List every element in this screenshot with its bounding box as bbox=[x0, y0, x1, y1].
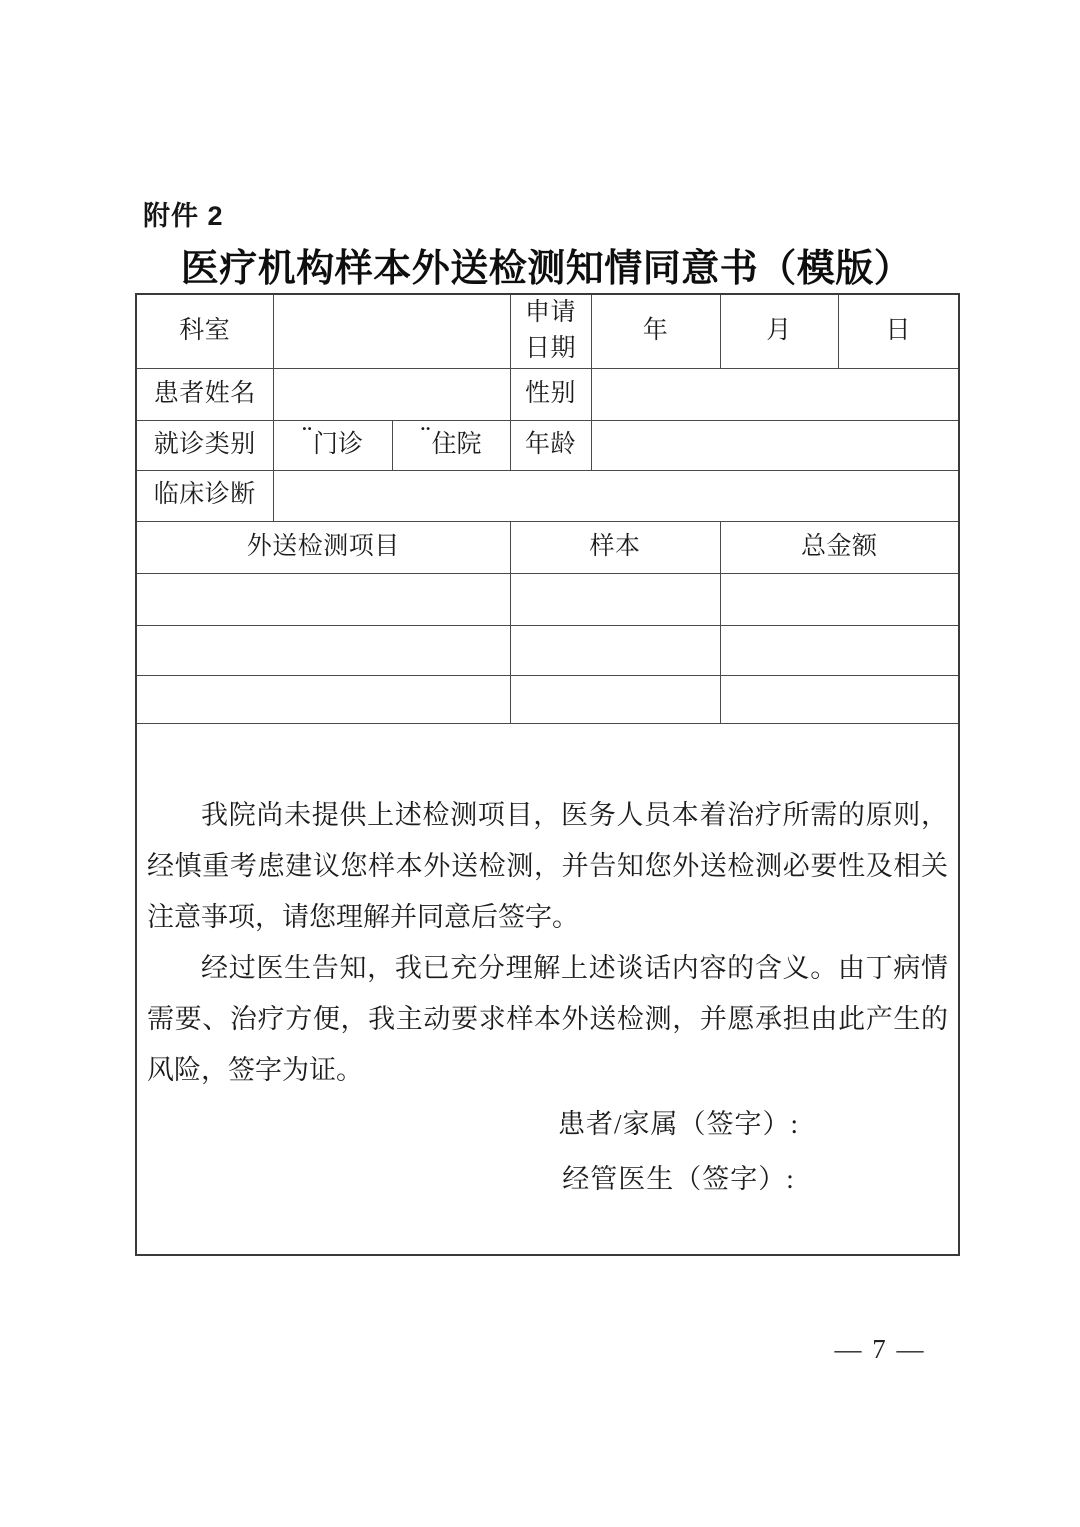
year-label: 年 bbox=[591, 294, 720, 368]
table-row-consent-text bbox=[136, 723, 959, 1255]
consent-paragraph-1: 我院尚未提供上述检测项目，医务人员本着治疗所需的原则，经慎重考虑建议您样本外送检测，并告知您外送检测必要性及相关注意亊项，请您理解并同意后签字。 bbox=[147, 800, 948, 933]
patient-name-value-cell bbox=[273, 368, 510, 420]
consent-text-cell bbox=[136, 723, 959, 1255]
item-2-name-cell bbox=[136, 625, 510, 675]
inpatient-option-cell: ¨住院 bbox=[392, 420, 510, 470]
consent-paragraph-2: 经过医生告知，我已充分理解上述谈话内容的含义。由丁病情需要、治疗方便，我主动要求样本外送检测，并愿承担由此产生的风险，签字为证。 bbox=[147, 953, 948, 1086]
gender-value-cell bbox=[591, 368, 959, 420]
item-2-sample-cell bbox=[510, 625, 720, 675]
clinical-diagnosis-label: 临床诊断 bbox=[136, 470, 273, 521]
item-3-sample-cell bbox=[510, 675, 720, 723]
table-row-item-1 bbox=[136, 573, 959, 625]
patient-name-label: 患者姓名 bbox=[136, 368, 273, 420]
visit-type-label: 就诊类别 bbox=[136, 420, 273, 470]
clinical-diagnosis-value-cell bbox=[273, 470, 959, 521]
page-number: — 7 — bbox=[834, 1334, 926, 1364]
signature-block bbox=[409, 1097, 948, 1207]
item-3-name-cell bbox=[136, 675, 510, 723]
month-label: 月 bbox=[720, 294, 838, 368]
inpatient-label: 住院 bbox=[431, 430, 482, 458]
amount-column-header: 总金额 bbox=[720, 521, 959, 573]
item-column-header: 外送检测项目 bbox=[136, 521, 510, 573]
age-label: 年龄 bbox=[510, 420, 591, 470]
table-row-item-2 bbox=[136, 625, 959, 675]
consent-form-table bbox=[135, 293, 960, 1256]
gender-label: 性别 bbox=[510, 368, 591, 420]
patient-signature-label: 患者/家属（签字）: bbox=[557, 1109, 799, 1140]
attachment-label: 附件 2 bbox=[143, 201, 224, 231]
table-row-diagnosis bbox=[136, 470, 959, 521]
item-1-amount-cell bbox=[720, 573, 959, 625]
outpatient-option-cell: ¨门诊 bbox=[273, 420, 392, 470]
page-title: 医疗机构样本外送检测知情同意书（模版） bbox=[180, 248, 913, 290]
age-value-cell bbox=[591, 420, 959, 470]
apply-date-label: 申请日期 bbox=[510, 294, 591, 368]
table-row-item-3 bbox=[136, 675, 959, 723]
item-3-amount-cell bbox=[720, 675, 959, 723]
table-row-items-header bbox=[136, 521, 959, 573]
department-label: 科室 bbox=[136, 294, 273, 368]
doctor-signature-label: 经管医生（签字）: bbox=[562, 1164, 795, 1195]
table-row-visit-type-age bbox=[136, 420, 959, 470]
department-value-cell bbox=[273, 294, 510, 368]
item-1-sample-cell bbox=[510, 573, 720, 625]
outpatient-label: 门诊 bbox=[312, 430, 363, 458]
item-2-amount-cell bbox=[720, 625, 959, 675]
table-row-name-gender bbox=[136, 368, 959, 420]
sample-column-header: 样本 bbox=[510, 521, 720, 573]
day-label: 日 bbox=[838, 294, 959, 368]
item-1-name-cell bbox=[136, 573, 510, 625]
table-row-department-date bbox=[136, 294, 959, 368]
